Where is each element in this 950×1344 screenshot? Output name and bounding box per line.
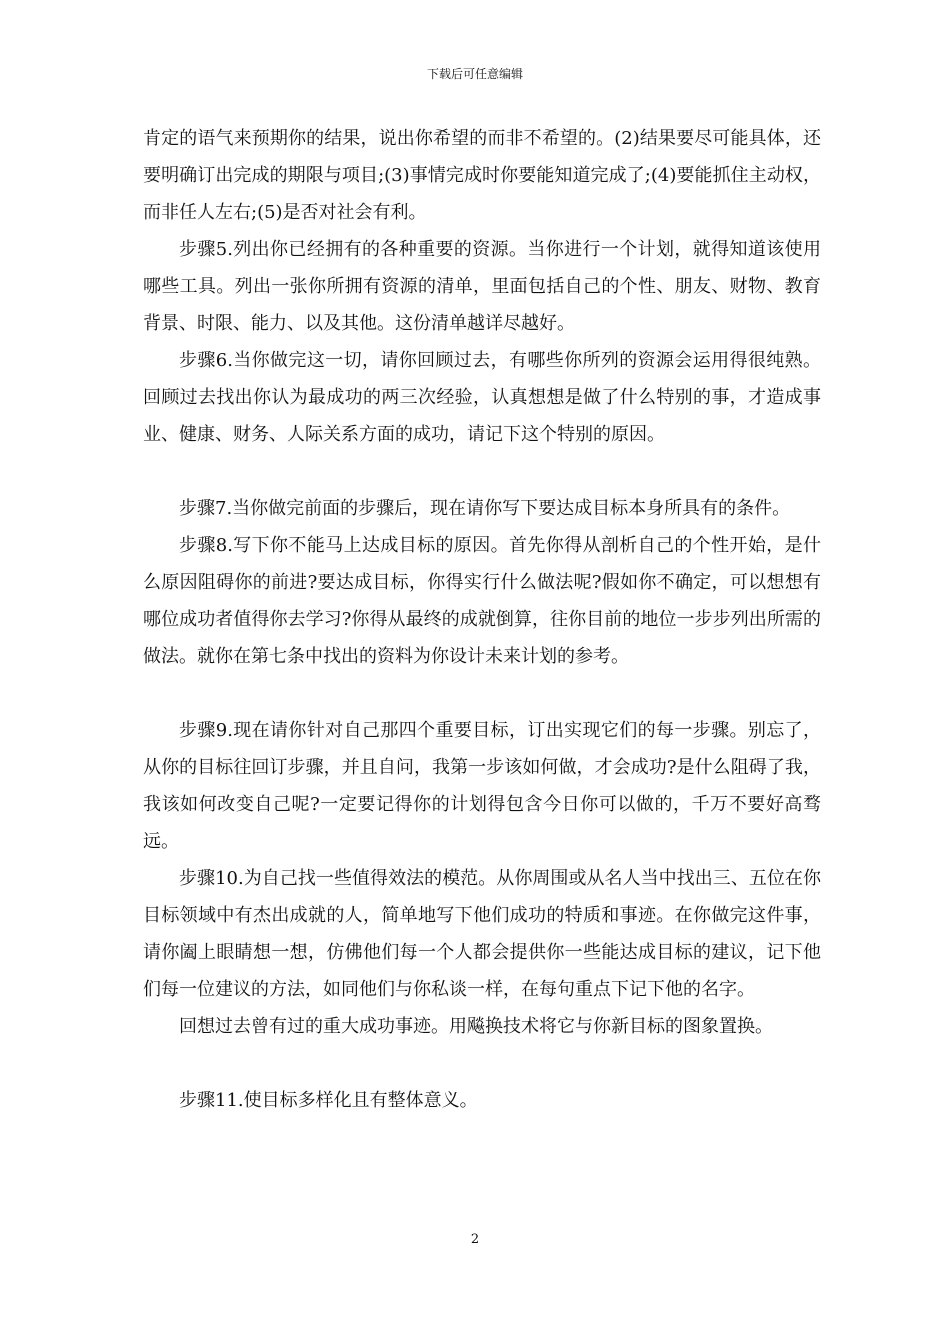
paragraph-recall: 回想过去曾有过的重大成功事迹。用飚换技术将它与你新目标的图象置换。 [179,1016,773,1037]
document-body [143,120,821,1119]
paragraph-step-8: 步骤8.写下你不能马上达成目标的原因。首先你得从剖析自己的个性开始，是什么原因阻碍你的前进?要达成目标，你得实行什么做法呢?假如你不确定，可以想想有哪位成功者值得你去学习?你得从最终的成就倒算，往你目前的地位一步步列出所需的做法。就你在第七条中找出的资料为你设计未来计划的参考。 [143,535,821,667]
paragraph-step-10: 步骤10.为自己找一些值得效法的模范。从你周围或从名人当中找出三、五位在你目标领域中有杰出成就的人，简单地写下他们成功的特质和事迹。在你做完这件事，请你阖上眼睛想一想，仿佛他们每一个人都会提供你一些能达成目标的建议，记下他们每一位建议的方法，如同他们与你私谈一样，在每句重点下记下他的名字。 [143,868,821,1000]
paragraph-step-7: 步骤7.当你做完前面的步骤后，现在请你写下要达成目标本身所具有的条件。 [179,498,791,519]
paragraph-continuation: 肯定的语气来预期你的结果，说出你希望的而非不希望的。(2)结果要尽可能具体，还要明确订出完成的期限与项目;(3)事情完成时你要能知道完成了;(4)要能抓住主动权，而非任人左右;(5)是否对社会有利。 [143,128,821,223]
paragraph-step-9: 步骤9.现在请你针对自己那四个重要目标，订出实现它们的每一步骤。别忘了，从你的目标往回订步骤，并且自问，我第一步该如何做，才会成功?是什么阻碍了我，我该如何改变自己呢?一定要记得你的计划得包含今日你可以做的，千万不要好高骛远。 [143,720,821,852]
page-header: 下载后可任意编辑 [426,67,523,81]
paragraph-step-6: 步骤6.当你做完这一切，请你回顾过去，有哪些你所列的资源会运用得很纯熟。回顾过去找出你认为最成功的两三次经验，认真想想是做了什么特别的事，才造成事业、健康、财务、人际关系方面的成功，请记下这个特别的原因。 [143,350,821,445]
paragraph-step-11: 步骤11.使目标多样化且有整体意义。 [179,1090,478,1111]
page-number: 2 [470,1232,480,1247]
paragraph-step-5: 步骤5.列出你已经拥有的各种重要的资源。当你进行一个计划，就得知道该使用哪些工具。列出一张你所拥有资源的清单，里面包括自己的个性、朋友、财物、教育背景、时限、能力、以及其他。这份清单越详尽越好。 [143,239,821,334]
